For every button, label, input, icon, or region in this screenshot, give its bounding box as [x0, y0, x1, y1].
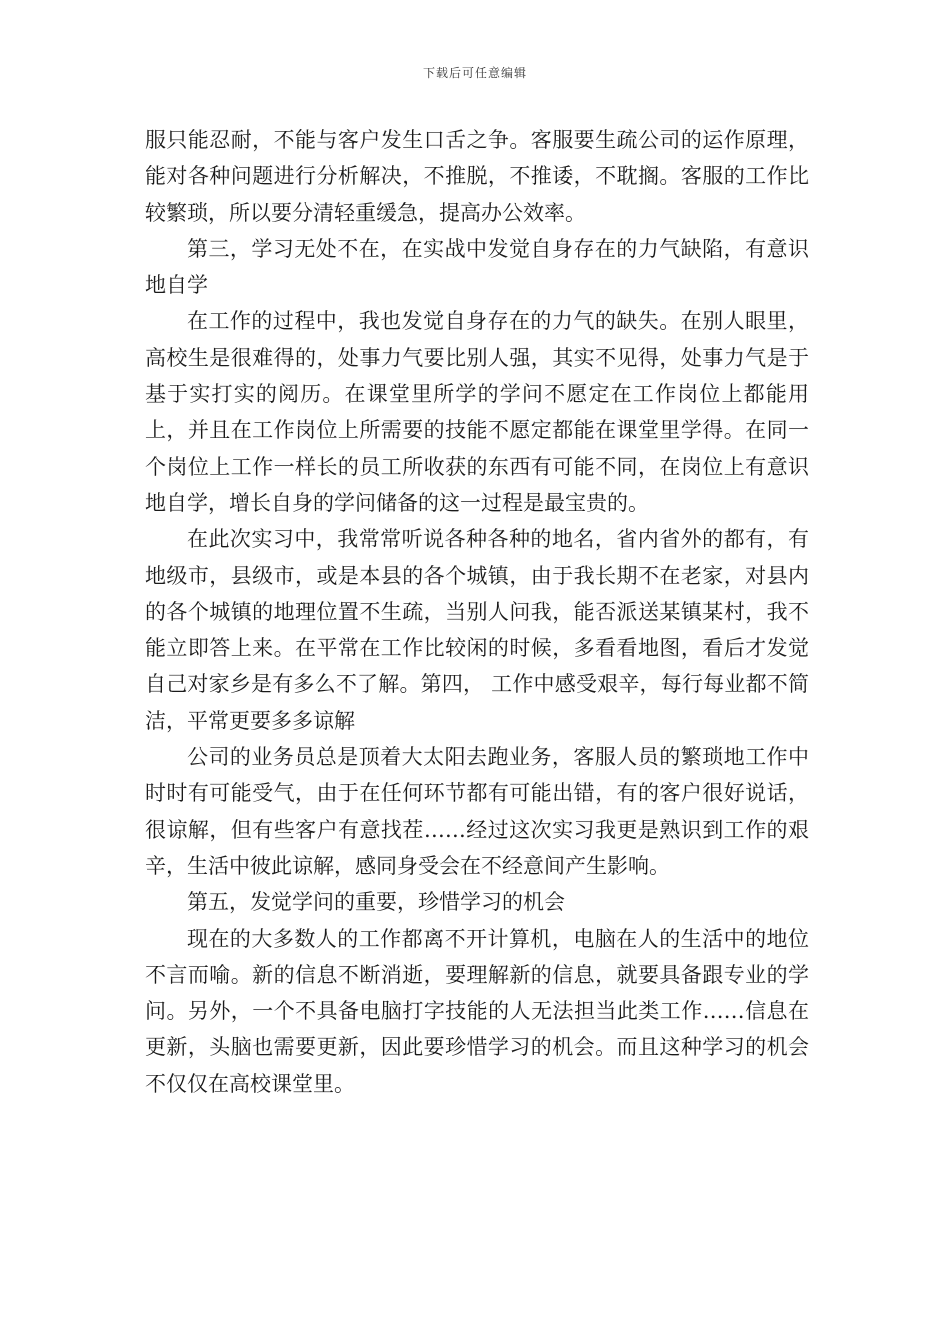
paragraph: 在此次实习中，我常常听说各种各种的地名，省内省外的都有，有地级市，县级市，或是本县的各个城镇，由于我长期不在老家，对县内的各个城镇的地理位置不生疏，当别人问我，能否派送某镇某村，我不能立即答上来。在平常在工作比较闲的时候，多看看地图，看后才发觉自己对家乡是有多么不了解。第四， 工作中感受艰辛，每行每业都不简洁，平常更要多多谅解 — [145, 527, 809, 733]
section-heading-third: 第三，学习无处不在，在实战中发觉自身存在的力气缺陷，有意识地自学 — [145, 236, 809, 298]
page-header-note: 下载后可任意编辑 — [422, 66, 527, 80]
paragraph: 在工作的过程中，我也发觉自身存在的力气的缺失。在别人眼里，高校生是很难得的，处事力气要比别人强，其实不见得，处事力气是于基于实打实的阅历。在课堂里所学的学问不愿定在工作岗位上都能用上，并且在工作岗位上所需要的技能不愿定都能在课堂里学得。在同一个岗位上工作一样长的员工所收获的东西有可能不同，在岗位上有意识地自学，增长自身的学问储备的这一过程是最宝贵的。 — [145, 309, 809, 515]
paragraph: 公司的业务员总是顶着大太阳去跑业务，客服人员的繁琐地工作中时时有可能受气，由于在任何环节都有可能出错，有的客户很好说话，很谅解，但有些客户有意找茬……经过这次实习我更是熟识到工作的艰辛，生活中彼此谅解，感同身受会在不经意间产生影响。 — [145, 745, 809, 878]
section-heading-fifth: 第五，发觉学问的重要，珍惜学习的机会 — [187, 890, 565, 915]
document-body — [145, 122, 809, 1102]
paragraph: 现在的大多数人的工作都离不开计算机，电脑在人的生活中的地位不言而喻。新的信息不断消逝，要理解新的信息，就要具备跟专业的学问。另外，一个不具备电脑打字技能的人无法担当此类工作……信息在更新，头脑也需要更新，因此要珍惜学习的机会。而且这种学习的机会不仅仅在高校课堂里。 — [145, 926, 809, 1096]
paragraph: 服只能忍耐，不能与客户发生口舌之争。客服要生疏公司的运作原理，能对各种问题进行分析解决，不推脱，不推诿，不耽搁。客服的工作比较繁琐，所以要分清轻重缓急，提高办公效率。 — [145, 128, 809, 225]
